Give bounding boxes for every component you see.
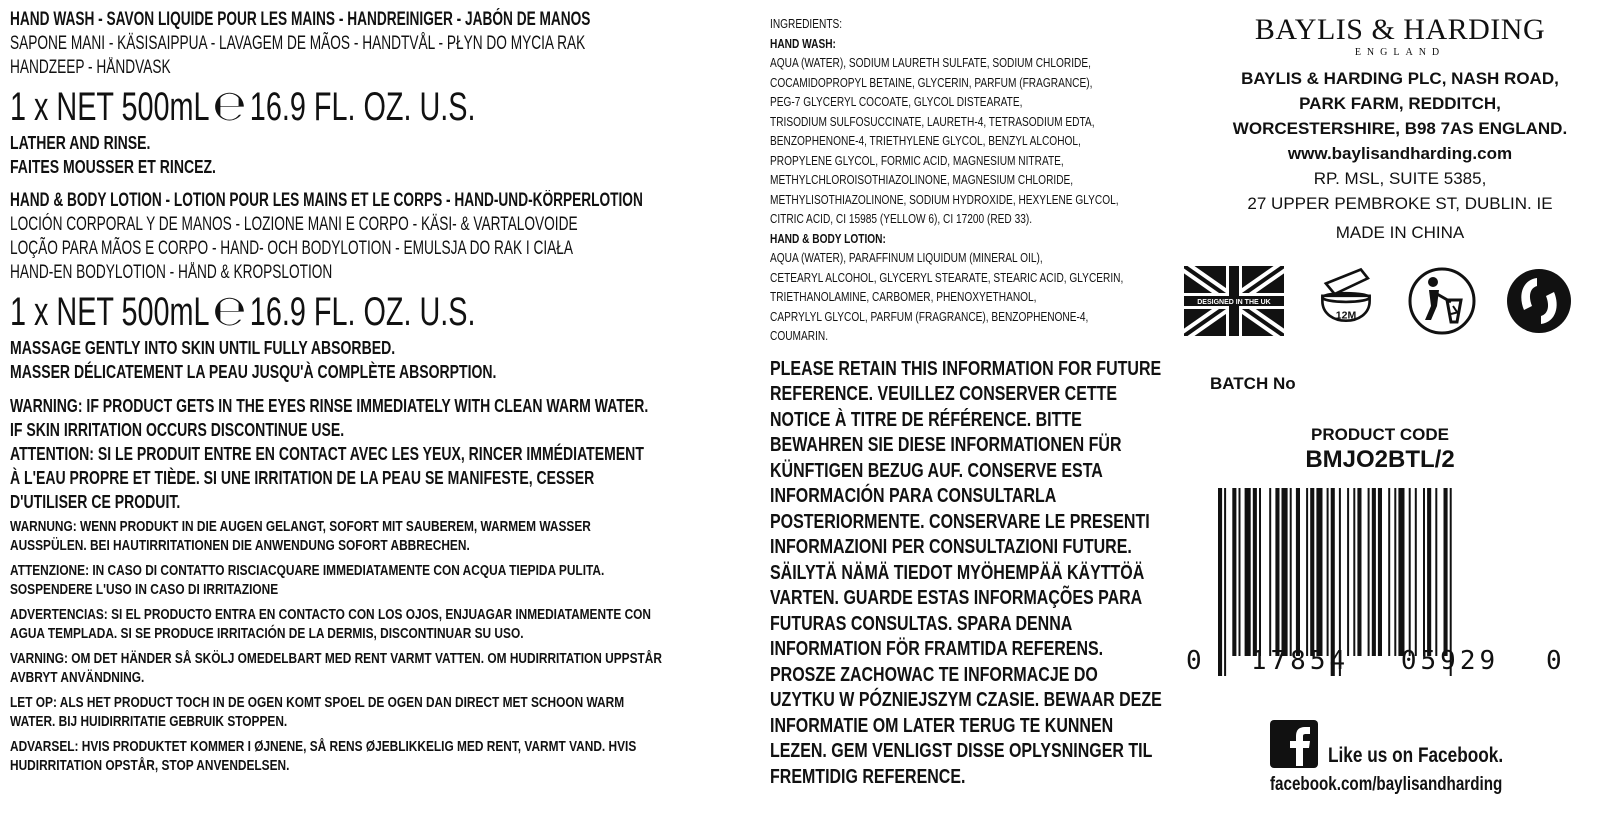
warning-it-line: SOSPENDERE L'USO IN CASO DI IRRITAZIONE	[10, 582, 279, 598]
product-code-block	[1210, 424, 1550, 474]
product-code-label: PRODUCT CODE	[1311, 425, 1449, 444]
address-line: BAYLIS & HARDING PLC, NASH ROAD,	[1241, 69, 1559, 88]
union-jack-flag-icon	[1184, 266, 1284, 336]
retain-line: BEWAHREN SIE DIESE INFORMATIONEN FÜR	[770, 433, 1122, 456]
net-prefix: 1 x NET 500mL	[10, 85, 210, 129]
barcode-digit-last: 0	[1546, 646, 1562, 676]
facebook-cta: Like us on Facebook.	[1328, 744, 1504, 767]
barcode-bar	[1316, 488, 1322, 656]
barcode-bar	[1444, 488, 1448, 656]
warning-en	[10, 394, 740, 442]
warning-da-line: ADVARSEL: HVIS PRODUKTET KOMMER I ØJNENE, SÅ RENS ØJEBLIKKELIG MED RENT, VARMT VAND. HVIS	[10, 739, 637, 755]
warning-it	[10, 562, 740, 600]
lotion-ingredient-line: AQUA (WATER), PARAFFINUM LIQUIDUM (MINERAL OIL),	[770, 250, 1043, 265]
retain-line: LEZEN. GEM VENLIGST DISSE OPLYSNINGER TIL	[770, 739, 1153, 762]
product-code-value: BMJO2BTL/2	[1305, 446, 1455, 473]
warning-fr	[10, 442, 740, 514]
estimated-sign-icon: ℮	[212, 286, 247, 335]
warning-sv-line: VARNING: OM DET HÄNDER SÅ SKÖLJ OMEDELBART MED RENT VARMT VATTEN. OM HUDIRRITATION UPPSTÅR	[10, 651, 662, 667]
warning-fr-line-3: D'UTILISER CE PRODUIT.	[10, 492, 181, 512]
made-in: MADE IN CHINA	[1335, 223, 1465, 242]
lotion-ingredients-title: HAND & BODY LOTION:	[770, 230, 886, 246]
retain-line: REFERENCE. VEUILLEZ CONSERVER CETTE	[770, 382, 1118, 405]
barcode-bar	[1269, 488, 1271, 656]
batch-label: BATCH No	[1210, 374, 1296, 393]
barcode-digits-left: 17854	[1250, 646, 1350, 676]
warning-da-line: HUDIRRITATION OPSTÅR, STOP ANVENDELSEN.	[10, 758, 290, 774]
barcode-bar	[1435, 488, 1437, 656]
facebook-icon[interactable]	[1270, 720, 1318, 768]
barcode-bar	[1394, 488, 1396, 656]
warning-fr-line-1: ATTENTION: SI LE PRODUIT ENTRE EN CONTACT AVEC LES YEUX, RINCER IMMÉDIATEMENT	[10, 444, 644, 464]
warning-es-line: AGUA TEMPLADA. SI SE PRODUCE IRRITACIÓN DE LA DERMIS, DISCONTINUAR SU USO.	[10, 626, 524, 642]
green-dot-icon	[1504, 266, 1574, 336]
warning-sv	[10, 650, 740, 688]
barcode-bar	[1224, 488, 1226, 676]
retain-line: SÄILYTÄ NÄMÄ TIEDOT MYÖHEMPÄÄ KÄYTTÖÄ	[770, 560, 1145, 584]
facebook-url[interactable]: facebook.com/baylisandharding	[1270, 774, 1503, 795]
eu-rep-line: RP. MSL, SUITE 5385,	[1313, 169, 1487, 188]
website: www.baylisandharding.com	[1287, 144, 1513, 163]
warning-es-line: ADVERTENCIAS: SI EL PRODUCTO ENTRA EN CONTACTO CON LOS OJOS, ENJUAGAR INMEDIATAMENTE CON	[10, 607, 652, 623]
designed-in-uk-label: DESIGNED IN THE UK	[1197, 299, 1271, 306]
retain-line: NOTICE À TITRE DE RÉFÉRENCE. BITTE	[770, 407, 1082, 431]
barcode-bar	[1259, 488, 1261, 656]
barcode-bar	[1282, 488, 1288, 656]
barcode-digits-right: 05929	[1400, 646, 1500, 676]
barcode-bar	[1347, 488, 1349, 656]
handwash-ingredient-line: METHYLISOTHIAZOLINONE, SODIUM HYDROXIDE, HEXYLENE GLYCOL,	[770, 191, 1119, 207]
barcode-bar	[1306, 488, 1308, 656]
brand-name: BAYLIS & HARDING	[1254, 13, 1546, 46]
right-column	[1186, 0, 1590, 795]
warnings-small	[10, 518, 740, 776]
warning-en-line-2: IF SKIN IRRITATION OCCURS DISCONTINUE USE.	[10, 420, 345, 440]
ingredients-block	[770, 14, 1200, 346]
handwash-ingredient-line: PEG-7 GLYCERYL COCOATE, GLYCOL DISTEARATE,	[770, 94, 1023, 109]
barcode-digit-first: 0	[1186, 646, 1202, 676]
warning-nl-line: WATER. BIJ HUIDIRRITATIE GEBRUIK STOPPEN.	[10, 714, 288, 730]
instruction-en: LATHER AND RINSE.	[10, 133, 151, 153]
address-line: PARK FARM, REDDITCH,	[1299, 94, 1501, 113]
lotion-line-1-text: HAND & BODY LOTION - LOTION POUR LES MAINS ET LE CORPS - HAND-UND-KÖRPERLOTION	[10, 190, 643, 211]
lotion-line-3: LOÇÃO PARA MÃOS E CORPO - HAND- OCH BODYLOTION - EMULSJA DO RAK I CIAŁA	[10, 238, 574, 259]
barcode-bar	[1275, 488, 1279, 656]
tidyman-recycle-icon	[1407, 266, 1477, 336]
lotion-ingredient-line: COUMARIN.	[770, 328, 829, 343]
middle-column	[770, 0, 1200, 789]
warning-nl	[10, 694, 740, 732]
address-block	[1210, 66, 1590, 245]
barcode-bar	[1310, 488, 1314, 656]
barcode-bar	[1378, 488, 1382, 656]
ingredients-title: INGREDIENTS:	[770, 16, 843, 31]
warning-es	[10, 606, 740, 644]
handwash-line-1: HAND WASH - SAVON LIQUIDE POUR LES MAINS - HANDREINIGER - JABÓN DE MANOS	[10, 9, 591, 30]
warning-de	[10, 518, 740, 556]
lotion-line-2: LOCIÓN CORPORAL Y DE MANOS - LOZIONE MANI E CORPO - KÄSI- & VARTALOVOIDE	[10, 214, 578, 235]
handwash-ingredient-line: CITRIC ACID, CI 15985 (YELLOW 6), CI 17200 (RED 33).	[770, 211, 1033, 226]
barcode-bar	[1388, 488, 1390, 656]
handwash-line-3: HANDZEEP - HÅNDVASK	[10, 57, 171, 78]
handwash-line-2: SAPONE MANI - KÄSISAIPPUA - LAVAGEM DE MÃOS - HANDTVÅL - PŁYN DO MYCIA RAK	[10, 33, 586, 54]
barcode-bar	[1353, 488, 1355, 656]
handwash-names	[10, 8, 740, 80]
handwash-ingredient-line: TRISODIUM SULFOSUCCINATE, LAURETH-4, TETRASODIUM EDTA,	[770, 113, 1095, 129]
lotion-instruction-en: MASSAGE GENTLY INTO SKIN UNTIL FULLY ABSORBED.	[10, 338, 396, 358]
retain-line: KÜNFTIGEN BEZUG AUF. CONSERVE ESTA	[770, 458, 1103, 482]
retain-line: VARTEN. GUARDE ESTAS INFORMAÇÕES PARA	[770, 586, 1143, 609]
barcode-bar	[1427, 488, 1431, 656]
net-suffix: 16.9 FL. OZ. U.S.	[249, 85, 476, 129]
barcode-bar	[1423, 488, 1425, 656]
eu-rep-line: 27 UPPER PEMBROKE ST, DUBLIN. IE	[1247, 194, 1553, 213]
retain-line: FREMTIDIG REFERENCE.	[770, 764, 966, 788]
facebook-row	[1270, 720, 1560, 768]
lotion-ingredient-line: CAPRYLYL GLYCOL, PARFUM (FRAGRANCE), BENZOPHENONE-4,	[770, 308, 1089, 324]
retain-line: FUTURAS CONSULTAS. SPARA DENNA	[770, 611, 1073, 635]
estimated-sign-icon: ℮	[212, 81, 247, 130]
warning-fr-line-2: À L'EAU PROPRE ET TIÈDE. SI UNE IRRITATION DE LA PEAU SE MANIFESTE, CESSER	[10, 468, 595, 488]
barcode-bar	[1409, 488, 1411, 656]
handwash-net-quantity	[10, 81, 536, 130]
barcode-bar	[1296, 488, 1300, 656]
barcode-bar	[1415, 488, 1417, 656]
pao-label: 12M	[1335, 309, 1356, 322]
barcode-bar	[1372, 488, 1376, 656]
barcode-bar	[1218, 488, 1222, 676]
lotion-instructions	[10, 336, 740, 384]
retain-line: PROSZE ZACHOWAC TE INFORMACJE DO	[770, 662, 1098, 686]
warning-da	[10, 738, 740, 776]
barcode-bar	[1357, 488, 1361, 656]
handwash-ingredient-line: AQUA (WATER), SODIUM LAURETH SULFATE, SODIUM CHLORIDE,	[770, 55, 1091, 70]
instruction-fr: FAITES MOUSSER ET RINCEZ.	[10, 157, 216, 177]
retain-line: INFORMATIE OM LATER TERUG TE KUNNEN	[770, 713, 1114, 737]
warning-en-line-1: WARNING: IF PRODUCT GETS IN THE EYES RINSE IMMEDIATELY WITH CLEAN WARM WATER.	[10, 396, 649, 416]
barcode-bar	[1290, 488, 1292, 656]
warning-de-line: WARNUNG: WENN PRODUKT IN DIE AUGEN GELANGT, SOFORT MIT SAUBEREM, WARMEM WASSER	[10, 519, 591, 535]
barcode-bar	[1239, 488, 1241, 656]
barcode-bar	[1368, 488, 1370, 656]
address-line: WORCESTERSHIRE, B98 7AS ENGLAND.	[1232, 119, 1568, 138]
retain-line: INFORMAZIONI PER CONSULTAZIONI FUTURE.	[770, 535, 1132, 558]
warning-de-line: AUSSPÜLEN. BEI HAUTIRRITATIONEN DIE ANWENDUNG SOFORT ABBRECHEN.	[10, 538, 470, 554]
lotion-ingredient-line: TRIETHANOLAMINE, CARBOMER, PHENOXYETHANOL,	[770, 289, 1037, 304]
handwash-ingredient-line: METHYLCHLOROISOTHIAZOLINONE, MAGNESIUM CHLORIDE,	[770, 172, 1074, 187]
lotion-line-4: HAND-EN BODYLOTION - HÅND & KROPSLOTION	[10, 262, 333, 283]
retain-line: PLEASE RETAIN THIS INFORMATION FOR FUTURE	[770, 356, 1162, 380]
retain-line: INFORMATION FÖR FRAMTIDA REFERENS.	[770, 637, 1104, 660]
net-suffix: 16.9 FL. OZ. U.S.	[249, 290, 476, 334]
period-after-opening-icon	[1311, 266, 1381, 336]
barcode	[1186, 488, 1590, 688]
handwash-ingredient-line: BENZOPHENONE-4, TRIETHYLENE GLYCOL, BENZYL ALCOHOL,	[770, 133, 1081, 148]
handwash-instructions	[10, 131, 740, 179]
retain-line: UZYTKU W PÓZNIEJSZYM CZASIE. BEWAAR DEZE	[770, 688, 1162, 711]
lotion-line-1	[10, 189, 643, 213]
warning-nl-line: LET OP: ALS HET PRODUCT TOCH IN DE OGEN KOMT SPOEL DE OGEN DAN DIRECT MET SCHOON WARM	[10, 695, 625, 711]
lotion-names	[10, 189, 740, 285]
barcode-bar	[1327, 488, 1329, 656]
facebook-block	[1270, 720, 1560, 796]
barcode-bar	[1245, 488, 1251, 656]
retain-line: INFORMACIÓN PARA CONSULTARLA	[770, 484, 1057, 507]
brand-subtitle: ENGLAND	[1354, 47, 1446, 58]
brand-logo	[1210, 14, 1590, 60]
barcode-bar	[1253, 488, 1257, 656]
lotion-ingredient-line: CETEARYL ALCOHOL, GLYCERYL STEARATE, STEARIC ACID, GLYCERIN,	[770, 269, 1124, 285]
handwash-ingredient-line: COCAMIDOPROPYL BETAINE, GLYCERIN, PARFUM (FRAGRANCE),	[770, 74, 1093, 90]
barcode-bar	[1398, 488, 1404, 656]
handwash-ingredients-title: HAND WASH:	[770, 35, 836, 51]
warning-sv-line: AVBRYT ANVÄNDNING.	[10, 670, 145, 686]
retain-notice	[770, 356, 1200, 790]
handwash-line	[10, 8, 591, 32]
lotion-net-quantity	[10, 286, 536, 335]
warning-it-line: ATTENZIONE: IN CASO DI CONTATTO RISCIACQUARE IMMEDIATAMENTE CON ACQUA TIEPIDA PULITA.	[10, 563, 605, 579]
left-column	[10, 0, 740, 776]
barcode-bar	[1232, 488, 1236, 656]
retain-line: POSTERIORMENTE. CONSERVARE LE PRESENTI	[770, 509, 1150, 533]
symbols-row	[1184, 266, 1574, 346]
handwash-ingredient-line: PROPYLENE GLYCOL, FORMIC ACID, MAGNESIUM NITRATE,	[770, 152, 1064, 168]
net-prefix: 1 x NET 500mL	[10, 290, 210, 334]
lotion-instruction-fr: MASSER DÉLICATEMENT LA PEAU JUSQU'À COMPLÈTE ABSORPTION.	[10, 362, 497, 382]
